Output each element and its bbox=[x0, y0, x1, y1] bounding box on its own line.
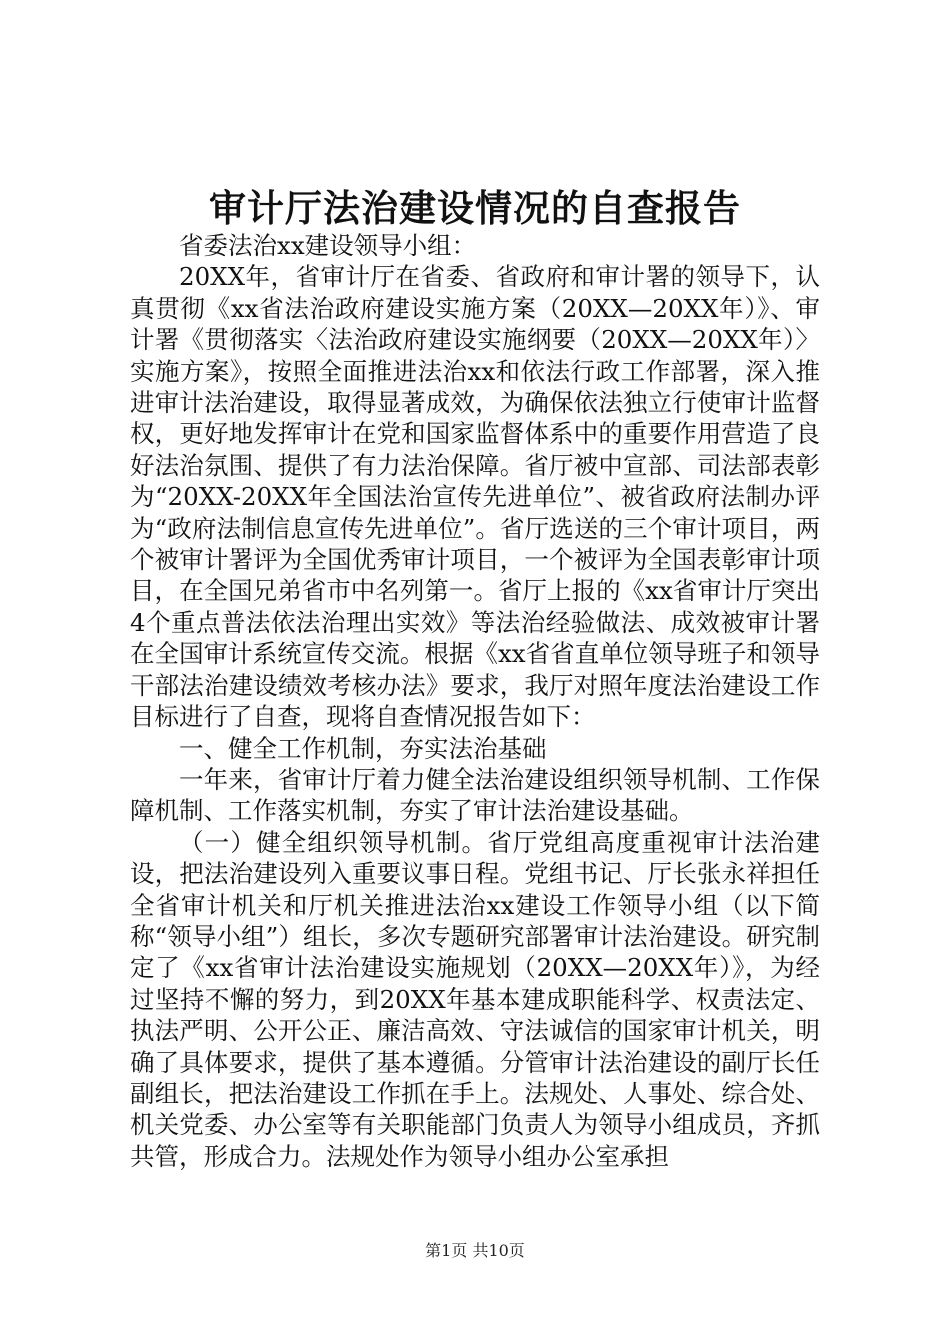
document-title: 审计厅法治建设情况的自查报告 bbox=[209, 186, 741, 230]
paragraph-subsection-1: （一）健全组织领导机制。省厅党组高度重视审计法治建设，把法治建设列入重要议事日程。党组书记、厅长张永祥担任全省审计机关和厅机关推进法治xx建设工作领导小组（以下简称“领导小组”）组长，多次专题研究部署审计法治建设。研究制定了《xx省审计法治建设实施规划（20XX—20XX年）》，为经过坚持不懈的努力，到20XX年基本建成职能科学、权责法定、执法严明、公开公正、廉洁高效、守法诚信的国家审计机关，明确了具体要求，提供了基本遵循。分管审计法治建设的副厅长任副组长，把法治建设工作抓在手上。法规处、人事处、综合处、机关党委、办公室等有关职能部门负责人为领导小组成员，齐抓共管，形成合力。法规处作为领导小组办公室承担 bbox=[130, 827, 820, 1171]
paragraph-intro: 20XX年，省审计厅在省委、省政府和审计署的领导下，认真贯彻《xx省法治政府建设实施方案（20XX—20XX年）》、审计署《贯彻落实〈法治政府建设实施纲要（20XX—20XX年）〉实施方案》，按照全面推进法治xx和依法行政工作部署，深入推进审计法治建设，取得显著成效，为确保依法独立行使审计监督权，更好地发挥审计在党和国家监督体系中的重要作用营造了良好法治氛围、提供了有力法治保障。省厅被中宣部、司法部表彰为“20XX-20XX年全国法治宣传先进单位”、被省政府法制办评为“政府法制信息宣传先进单位”。省厅选送的三个审计项目，两个被审计署评为全国优秀审计项目，一个被评为全国表彰审计项目，在全国兄弟省市中名列第一。省厅上报的《xx省审计厅突出4个重点普法依法治理出实效》等法治经验做法、成效被审计署在全国审计系统宣传交流。根据《xx省省直单位领导班子和领导干部法治建设绩效考核办法》要求，我厅对照年度法治建设工作目标进行了自查，现将自查情况报告如下： bbox=[130, 262, 820, 732]
section-heading-1: 一、健全工作机制，夯实法治基础 bbox=[179, 733, 547, 763]
page-number-footer: 第1页 共10页 bbox=[425, 1241, 525, 1260]
paragraph-section-1-intro: 一年来，省审计厅着力健全法治建设组织领导机制、工作保障机制、工作落实机制，夯实了审计法治建设基础。 bbox=[130, 764, 820, 826]
document-body bbox=[130, 230, 820, 1172]
salutation: 省委法治xx建设领导小组： bbox=[179, 231, 477, 260]
